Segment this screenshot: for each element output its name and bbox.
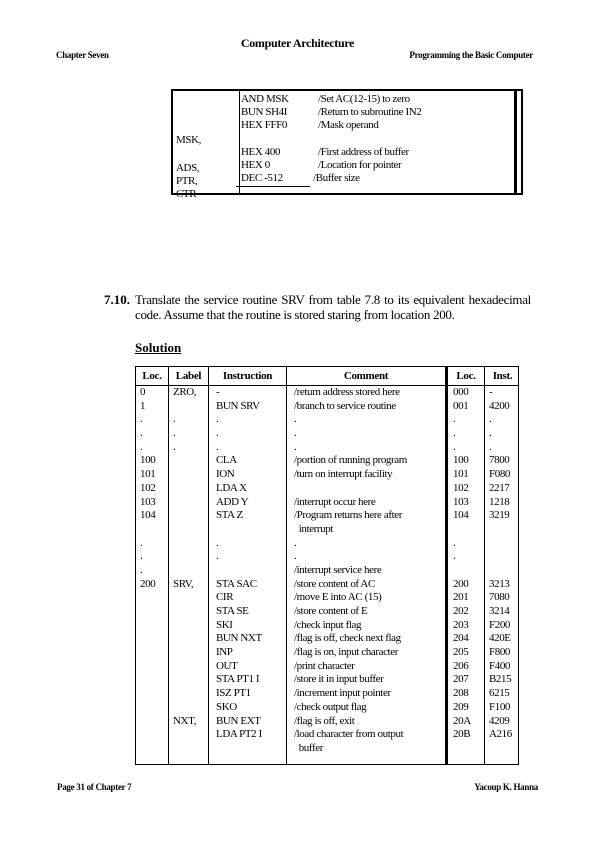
header-label: Label [175,370,202,382]
table-cell-comment: /load character from output [294,728,404,741]
table-cell-loc: . [140,536,143,549]
table-cell-instruction: LDA PT2 I [216,728,262,741]
listing-label: CTR [176,188,197,200]
table-cell-comment: /return address stored here [294,386,400,398]
table-cell-loc2: . [453,413,456,426]
table-cell-loc: 1 [140,399,146,412]
table-cell-inst: B215 [489,673,512,686]
table-cell-loc2: 209 [453,700,469,713]
table-cell-label [173,591,196,605]
table-cell-label: . [173,440,176,453]
table-cell-instruction: ISZ PT1 [216,687,251,700]
table-cell-inst: 7080 [489,591,510,604]
table-cell-instruction: . [216,440,219,453]
table-cell-label [173,673,196,687]
table-cell-loc2: 203 [453,618,469,631]
table-cell-inst: 6215 [489,687,510,700]
listing-label [176,95,201,108]
listing-labels [176,95,201,201]
table-cell-instruction: STA SAC [216,577,257,590]
table-cell-loc2: 103 [453,495,469,508]
table-cell-loc2: 208 [453,687,469,700]
table-cell-inst [489,537,512,551]
listing-right-border [514,91,517,193]
listing-instruction: HEX FFF0 [241,119,288,131]
table-cell-loc2: . [453,427,456,440]
table-cell-comment: /check output flag [294,700,367,713]
table-cell-instruction: BUN SRV [216,399,260,412]
listing-underline [236,186,310,187]
table-cell-loc: . [140,563,143,576]
table-cell-comment [294,482,407,496]
table-cell-loc [140,632,155,646]
problem-number: 7.10. [104,292,130,307]
listing-instructions [241,93,289,185]
table-cell-loc [140,523,155,537]
table-cell-loc2: . [453,536,456,549]
table-cell-inst: A216 [489,728,512,741]
table-cell-loc: 102 [140,481,156,494]
table-cell-inst: 4209 [489,714,510,727]
table-cell-comment: . [294,413,297,426]
listing-comment: /Location for pointer [318,159,402,171]
table-cell-loc2: 200 [453,577,469,590]
listing-instruction: BUN SH4I [241,106,287,118]
table-cell-label [173,537,196,551]
table-cell-comment: /flag is on, input character [294,646,398,659]
table-cell-comment: /turn on interrupt facility [294,468,393,481]
table-cell-inst: - [489,386,493,398]
table-cell-label [173,564,196,578]
table-cell-instruction: INP [216,646,233,659]
table-cell-instruction: BUN EXT [216,714,261,727]
table-cell-instruction [216,523,262,537]
table-cell-instruction: SKI [216,618,233,631]
table-cell-label [173,619,196,633]
table-cell-loc: . [140,440,143,453]
table-cell-comment: /interrupt service here [294,563,382,576]
table-cell-loc [140,687,155,701]
table-cell-comment: /store it in input buffer [294,673,384,686]
table-cell-instruction: STA PT1 I [216,673,260,686]
table-cell-inst: 4200 [489,399,510,412]
table-cell-label [173,454,196,468]
table-cell-inst: 7800 [489,454,510,467]
table-cell-comment: . [294,536,297,549]
instruction-column [216,386,262,742]
table-cell-loc2: 201 [453,591,469,604]
listing-label: PTR, [176,175,198,187]
author-name: Yacoup K. Hanna [474,782,538,792]
table-cell-loc2: 206 [453,659,469,672]
listing-comments [313,93,422,185]
table-cell-instruction: STA Z [216,509,243,522]
table-cell-inst: . [489,413,492,426]
table-cell-instruction: OUT [216,659,238,672]
listing-instruction: HEX 0 [241,159,270,171]
table-cell-loc2: 101 [453,468,469,481]
table-cell-label [173,523,196,537]
table-cell-instruction: ION [216,468,235,481]
label-column [173,386,196,742]
table-cell-instruction [216,564,262,578]
table-cell-inst: 3214 [489,605,510,617]
table-cell-loc2: 001 [453,399,469,412]
table-cell-comment: /store content of E [294,605,368,617]
table-cell-loc2: 204 [453,632,469,645]
table-cell-loc2: 20B [453,728,471,741]
table-cell-loc [140,673,155,687]
table-cell-inst: F200 [489,618,511,631]
table-cell-inst: . [489,427,492,440]
table-cell-loc [140,701,155,715]
table-cell-label [173,646,196,660]
table-cell-inst: F800 [489,646,511,659]
table-cell-label: ZRO, [173,386,197,398]
table-cell-instruction: . [216,413,219,426]
listing-comment: /Mask operand [318,119,379,131]
table-cell-loc2: 202 [453,605,469,617]
table-cell-loc [140,646,155,660]
table-cell-comment: . [294,440,297,453]
table-cell-label: SRV, [173,577,194,590]
table-cell-instruction: CLA [216,454,237,467]
table-cell-comment: /print character [294,659,355,672]
listing-comment: /Buffer size [313,172,360,184]
table-cell-instruction: . [216,550,219,563]
table-cell-loc: . [140,550,143,563]
table-cell-label [173,468,196,482]
problem-text: Translate the service routine SRV from table 7.8 to its equivalent hexadecimal code. Assume that the routine is stored staring from location 200. [135,292,531,322]
listing-label [176,108,201,121]
table-cell-comment: /Program returns here after [294,509,403,522]
table-cell-loc2: 205 [453,646,469,659]
table-cell-comment: /interrupt occur here [294,495,376,508]
table-cell-instruction: . [216,427,219,440]
table-cell-loc2: 104 [453,509,469,522]
table-cell-instruction: BUN NXT [216,632,262,645]
table-cell-instruction: ADD Y [216,495,249,508]
table-cell-inst: 2217 [489,481,510,494]
listing-comment: /Return to subroutine IN2 [318,106,422,118]
table-cell-label [173,660,196,674]
section-label: Programming the Basic Computer [409,50,533,60]
table-cell-inst [489,550,512,564]
table-cell-loc2: 000 [453,386,469,398]
table-cell-loc2: . [453,440,456,453]
table-cell-inst: 420E [489,632,511,645]
table-cell-loc [140,660,155,674]
table-cell-inst: F100 [489,700,511,713]
page-number: Page 31 of Chapter 7 [57,782,132,792]
listing-instruction [241,132,289,146]
header-inst: Inst. [492,370,513,382]
header-comment: Comment [343,370,389,382]
table-cell-loc2: 207 [453,673,469,686]
table-cell-comment: buffer [294,741,323,754]
table-cell-inst: 3219 [489,509,510,522]
listing-comment: /First address of buffer [318,146,409,158]
header-loc: Loc. [142,370,162,382]
table-cell-loc [140,728,155,742]
table-cell-inst: . [489,440,492,453]
table-cell-loc: 104 [140,509,156,522]
table-cell-inst [489,523,512,537]
table-cell-inst: 3213 [489,577,510,590]
table-cell-comment: /flag is off, exit [294,714,355,727]
table-cell-loc2 [453,564,471,578]
table-cell-loc2: 100 [453,454,469,467]
loc-column [140,386,155,742]
table-cell-loc: 100 [140,454,156,467]
table-cell-loc: 103 [140,495,156,508]
listing-comment: /Set AC(12-15) to zero [318,93,410,105]
document-title: Computer Architecture [240,36,355,50]
listing-divider [239,91,240,193]
table-cell-comment: /store content of AC [294,577,375,590]
table-cell-label [173,701,196,715]
table-cell-label [173,482,196,496]
table-cell-comment: . [294,550,297,563]
table-cell-label [173,687,196,701]
table-cell-label [173,728,196,742]
table-cell-loc [140,715,155,729]
table-cell-comment: interrupt [294,522,333,535]
table-cell-loc: . [140,413,143,426]
table-cell-instruction: SKO [216,700,237,713]
table-cell-loc2: 20A [453,714,471,727]
table-cell-comment: /portion of running program [294,454,407,467]
table-cell-loc [140,605,155,619]
table-cell-label: . [173,413,176,426]
table-cell-inst: 1218 [489,495,510,508]
table-cell-label: NXT, [173,714,196,727]
listing-instruction: AND MSK [241,93,289,105]
table-cell-loc2: . [453,550,456,563]
table-cell-loc2 [453,523,471,537]
table-cell-label [173,509,196,523]
table-cell-comment: /branch to service routine [294,399,396,412]
column-divider [484,367,485,764]
table-cell-comment: . [294,427,297,440]
comment-column [294,386,407,756]
listing-label: MSK, [176,134,201,146]
listing-label: ADS, [176,162,200,174]
listing-comment [318,132,421,146]
table-cell-loc: 0 [140,386,146,398]
table-cell-inst: F080 [489,468,511,481]
table-cell-instruction: STA SE [216,605,249,617]
inst-column [489,386,512,742]
table-cell-label: . [173,427,176,440]
table-cell-instruction: . [216,536,219,549]
table-cell-comment: /flag is off, check next flag [294,632,401,645]
chapter-label: Chapter Seven [56,50,109,60]
table-cell-inst [489,564,512,578]
table-cell-loc: 101 [140,468,156,481]
table-cell-comment: /check input flag [294,618,362,631]
loc2-column [453,386,471,742]
table-cell-inst: F400 [489,659,511,672]
table-cell-loc [140,591,155,605]
listing-instruction: HEX 400 [241,146,281,158]
table-cell-loc [140,619,155,633]
table-cell-instruction: LDA X [216,481,247,494]
hex-code-table [135,366,519,765]
table-cell-instruction: - [216,386,220,398]
listing-instruction: DEC -512 [241,172,283,184]
header-loc2: Loc. [456,370,476,382]
table-cell-instruction: CIR [216,591,234,604]
table-cell-label [173,496,196,510]
header-instruction: Instruction [222,370,273,382]
table-cell-comment: /increment input pointer [294,687,391,700]
table-cell-loc2: 102 [453,481,469,494]
solution-heading: Solution [135,340,182,355]
table-cell-loc: 200 [140,577,156,590]
table-cell-label [173,632,196,646]
table-cell-comment: /move E into AC (15) [294,591,382,604]
table-cell-label [173,550,196,564]
column-divider [208,367,209,764]
table-cell-loc: . [140,427,143,440]
column-divider [286,367,287,764]
column-divider [168,367,169,764]
table-cell-label [173,605,196,619]
table-cell-label [173,400,196,414]
column-divider-thick [445,367,448,764]
